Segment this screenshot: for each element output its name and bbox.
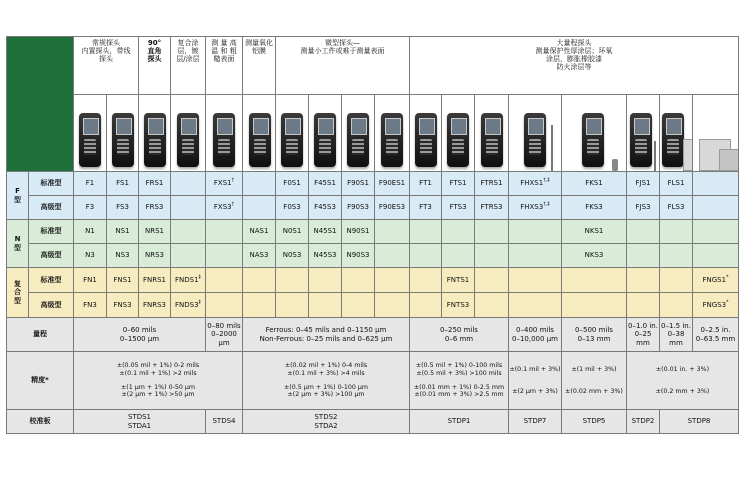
gauge-device-icon — [314, 113, 336, 167]
cell-n-standard: NS1 — [107, 220, 139, 244]
col-header-large: 大量程探头 测量保护性厚涂层；环氧 涂层，膨胀橡胶漆 防火涂层等 — [410, 37, 739, 95]
gauge-device-icon — [415, 113, 437, 167]
cell-std-micro: STDS2 STDA2 — [243, 410, 410, 434]
cell-range-micro: Ferrous: 0–45 mils and 0–1150 μm Non-Ferrous: 0–25 mils and 0–625 μm — [243, 318, 410, 352]
gauge-device-icon — [481, 113, 503, 167]
cell-n-standard: NAS1 — [243, 220, 276, 244]
gauge-device-icon — [281, 113, 303, 167]
cell-f-advanced — [171, 196, 206, 220]
cell-composite-advanced — [627, 293, 660, 318]
cell-f-advanced: F3 — [74, 196, 107, 220]
row-head-f-type: F 型 — [7, 172, 29, 220]
gauge-image-f1 — [74, 95, 107, 172]
gauge-image-fhxs1 — [509, 95, 562, 172]
accuracy-metric: ±(0.02 mm + 3%) — [565, 387, 623, 395]
row-subhead-composite-advanced: 高级型 — [29, 293, 74, 318]
cell-f-advanced: FTRS3 — [475, 196, 509, 220]
cell-n-standard — [627, 220, 660, 244]
cell-range-standard: 0–60 mils 0–1500 μm — [74, 318, 206, 352]
gauge-device-icon — [177, 113, 199, 167]
gauge-device-icon — [144, 113, 166, 167]
cell-n-standard — [475, 220, 509, 244]
gauge-image-fxs1 — [206, 95, 243, 172]
cell-composite-standard — [243, 268, 276, 293]
cell-f-advanced: FRS3 — [139, 196, 171, 220]
accuracy-metric: ±(2 μm + 3%) — [512, 387, 558, 395]
cell-composite-advanced: FNS3 — [107, 293, 139, 318]
cell-composite-advanced: FNGS3* — [693, 293, 739, 318]
cell-n-advanced: NKS3 — [562, 244, 627, 268]
cell-composite-standard — [309, 268, 342, 293]
cell-n-advanced: N0S3 — [276, 244, 309, 268]
gauge-image-fngs1 — [693, 95, 739, 172]
cell-composite-standard — [206, 268, 243, 293]
accuracy-imperial: ±(0.01 in. + 3%) — [655, 365, 710, 373]
cell-n-standard — [442, 220, 475, 244]
gauge-image-nas1 — [243, 95, 276, 172]
cell-f-advanced: FTS3 — [442, 196, 475, 220]
cell-composite-advanced: FN3 — [74, 293, 107, 318]
cell-f-advanced: FLS3 — [660, 196, 693, 220]
accuracy-metric: ±(1 μm + 1%) 0-50 μm ±(2 μm + 1%) >50 μm — [120, 383, 196, 399]
cell-n-standard — [509, 220, 562, 244]
cell-accuracy-large-4 — [627, 352, 739, 410]
gauge-image-ft1 — [410, 95, 442, 172]
cell-f-advanced: FHXS3†,‡ — [509, 196, 562, 220]
col-header-standard: 常规探头 内置探头，带线 探头 — [74, 37, 139, 95]
cell-std-large-2: STDP7 — [509, 410, 562, 434]
cell-n-standard — [375, 220, 410, 244]
cell-composite-advanced — [475, 293, 509, 318]
gauge-device-icon — [524, 113, 546, 167]
row-subhead-f-standard: 标准型 — [29, 172, 74, 196]
cell-n-advanced: N3 — [74, 244, 107, 268]
cell-f-standard: FHXS1†,‡ — [509, 172, 562, 196]
cell-f-advanced: FS3 — [107, 196, 139, 220]
gauge-image-f90s1 — [342, 95, 375, 172]
accuracy-imperial: ±(0.1 mil + 3%) — [509, 365, 561, 373]
row-subhead-f-advanced: 高级型 — [29, 196, 74, 220]
cell-n-advanced: NS3 — [107, 244, 139, 268]
cell-composite-standard — [342, 268, 375, 293]
cell-std-large-3: STDP5 — [562, 410, 627, 434]
cell-n-advanced — [509, 244, 562, 268]
cell-f-advanced — [693, 196, 739, 220]
cell-std-large-4: STDP2 — [627, 410, 660, 434]
cell-n-standard — [206, 220, 243, 244]
cell-n-advanced: NRS3 — [139, 244, 171, 268]
cell-composite-advanced — [276, 293, 309, 318]
cell-std-large-1: STDP1 — [410, 410, 509, 434]
cell-f-standard: F45S1 — [309, 172, 342, 196]
row-subhead-n-standard: 标准型 — [29, 220, 74, 244]
accuracy-imperial: ±(0.5 mil + 1%) 0-100 mils ±(0.5 mil + 3%) >100 mils — [415, 362, 503, 377]
cell-f-advanced: FXS3† — [206, 196, 243, 220]
cell-f-advanced: F90S3 — [342, 196, 375, 220]
cell-n-advanced — [410, 244, 442, 268]
probe-cable-icon — [551, 125, 553, 171]
row-head-cal-std: 校准板 — [7, 410, 74, 434]
cell-f-advanced: F0S3 — [276, 196, 309, 220]
cell-n-advanced — [206, 244, 243, 268]
probe-unit-icon — [683, 139, 693, 171]
cell-f-standard: FKS1 — [562, 172, 627, 196]
cell-f-standard — [171, 172, 206, 196]
row-head-composite-type: 复 合 型 — [7, 268, 29, 318]
cell-f-advanced — [243, 196, 276, 220]
cell-n-advanced — [693, 244, 739, 268]
accuracy-metric: ±(0.01 mm + 1%) 0-2.5 mm ±(0.01 mm + 3%) >2.5 mm — [413, 383, 505, 399]
gauge-image-fjs1 — [627, 95, 660, 172]
cell-f-standard: FTRS1 — [475, 172, 509, 196]
col-header-micro: 微型探头— 测量小工件或难于测量表面 — [276, 37, 410, 95]
cell-range-large-2: 0–400 mils 0–10,000 μm — [509, 318, 562, 352]
cell-composite-standard — [627, 268, 660, 293]
cell-n-standard — [660, 220, 693, 244]
cell-composite-advanced — [243, 293, 276, 318]
cell-composite-advanced — [509, 293, 562, 318]
cell-range-large-5: 0–1.5 in. 0–38 mm — [660, 318, 693, 352]
cell-composite-advanced — [410, 293, 442, 318]
cell-n-standard: N0S1 — [276, 220, 309, 244]
cell-n-standard: NKS1 — [562, 220, 627, 244]
cell-n-advanced — [442, 244, 475, 268]
cell-range-large-1: 0–250 mils 0–6 mm — [410, 318, 509, 352]
cell-n-advanced — [171, 244, 206, 268]
probe-unit-icon — [719, 149, 739, 171]
cell-n-standard: N45S1 — [309, 220, 342, 244]
cell-composite-standard: FNRS1 — [139, 268, 171, 293]
cell-f-standard — [243, 172, 276, 196]
cell-composite-standard — [375, 268, 410, 293]
cell-f-standard: FLS1 — [660, 172, 693, 196]
cell-composite-advanced — [206, 293, 243, 318]
cell-n-standard — [410, 220, 442, 244]
gauge-device-icon — [662, 113, 684, 167]
probe-cable-icon — [654, 141, 656, 171]
cell-composite-standard: FNTS1 — [442, 268, 475, 293]
cell-composite-standard — [660, 268, 693, 293]
col-header-hightemp: 测 量 高 温 和 粗 糙表面 — [206, 37, 243, 95]
cell-f-advanced: FJS3 — [627, 196, 660, 220]
cell-f-advanced: F90ES3 — [375, 196, 410, 220]
cell-n-standard: N90S1 — [342, 220, 375, 244]
gauge-image-f45s1 — [309, 95, 342, 172]
cell-f-standard: F90S1 — [342, 172, 375, 196]
gauge-image-fs1 — [107, 95, 139, 172]
gauge-image-f90es1 — [375, 95, 410, 172]
accuracy-metric: ±(0.2 mm + 3%) — [655, 387, 710, 395]
cell-f-advanced: F45S3 — [309, 196, 342, 220]
cell-n-advanced — [627, 244, 660, 268]
cell-n-advanced: N45S3 — [309, 244, 342, 268]
probe-comparison-table — [6, 36, 739, 434]
cell-f-standard: FXS1† — [206, 172, 243, 196]
cell-composite-standard — [410, 268, 442, 293]
cell-n-advanced: NAS3 — [243, 244, 276, 268]
cell-f-standard: FS1 — [107, 172, 139, 196]
gauge-device-icon — [213, 113, 235, 167]
row-subhead-composite-standard: 标准型 — [29, 268, 74, 293]
cell-f-standard: FTS1 — [442, 172, 475, 196]
row-head-accuracy: 精度* — [7, 352, 74, 410]
cell-composite-advanced — [660, 293, 693, 318]
accuracy-imperial: ±(1 mil + 3%) — [571, 365, 617, 373]
gauge-device-icon — [630, 113, 652, 167]
cell-accuracy-standard — [74, 352, 243, 410]
cell-n-standard: NRS1 — [139, 220, 171, 244]
cell-accuracy-large-3 — [562, 352, 627, 410]
cell-composite-standard: FN1 — [74, 268, 107, 293]
cell-composite-standard: FNDS1‡ — [171, 268, 206, 293]
gauge-image-fnds1 — [171, 95, 206, 172]
cell-n-advanced — [475, 244, 509, 268]
cell-f-standard: FT1 — [410, 172, 442, 196]
gauge-device-icon — [79, 113, 101, 167]
cell-n-advanced — [660, 244, 693, 268]
cell-composite-advanced — [375, 293, 410, 318]
cell-composite-standard — [562, 268, 627, 293]
gauge-image-frs1 — [139, 95, 171, 172]
cell-composite-advanced: FNDS3‡ — [171, 293, 206, 318]
cell-range-large-4: 0–1.0 in. 0–25 mm — [627, 318, 660, 352]
header-corner-block — [7, 37, 74, 172]
row-head-n-type: N 型 — [7, 220, 29, 268]
col-header-composite: 复合涂 层，镀 层/涂层 — [171, 37, 206, 95]
accuracy-imperial: ±(0.02 mil + 1%) 0-4 mils ±(0.1 mil + 3%) >4 mils — [284, 362, 368, 377]
cell-f-advanced: FT3 — [410, 196, 442, 220]
cell-accuracy-micro — [243, 352, 410, 410]
cell-f-standard: F0S1 — [276, 172, 309, 196]
cell-n-standard — [171, 220, 206, 244]
gauge-image-fks1 — [562, 95, 627, 172]
cell-composite-standard: FNS1 — [107, 268, 139, 293]
gauge-device-icon — [381, 113, 403, 167]
cell-composite-standard — [276, 268, 309, 293]
cell-range-large-6: 0–2.5 in. 0–63.5 mm — [693, 318, 739, 352]
cell-std-large-5: STDP8 — [660, 410, 739, 434]
cell-composite-standard — [475, 268, 509, 293]
cell-composite-advanced — [309, 293, 342, 318]
cell-n-advanced: N90S3 — [342, 244, 375, 268]
cell-composite-advanced: FNRS3 — [139, 293, 171, 318]
cell-composite-advanced — [562, 293, 627, 318]
gauge-device-icon — [582, 113, 604, 167]
cell-f-standard: FRS1 — [139, 172, 171, 196]
col-header-angle90: 90° 直角 探头 — [139, 37, 171, 95]
cell-f-standard — [693, 172, 739, 196]
cell-std-standard: STDS1 STDA1 — [74, 410, 206, 434]
row-subhead-n-advanced: 高级型 — [29, 244, 74, 268]
gauge-image-ftrs1 — [475, 95, 509, 172]
gauge-device-icon — [249, 113, 271, 167]
cell-composite-standard: FNGS1* — [693, 268, 739, 293]
cell-f-standard: FJS1 — [627, 172, 660, 196]
cell-n-standard — [693, 220, 739, 244]
gauge-device-icon — [347, 113, 369, 167]
cell-range-hightemp: 0–80 mils 0–2000 μm — [206, 318, 243, 352]
col-header-anodize: 测量氧化 铝膜 — [243, 37, 276, 95]
cell-n-advanced — [375, 244, 410, 268]
cell-std-hightemp: STDS4 — [206, 410, 243, 434]
cell-n-standard: N1 — [74, 220, 107, 244]
cell-f-standard: F90ES1 — [375, 172, 410, 196]
cell-composite-standard — [509, 268, 562, 293]
gauge-image-fts1 — [442, 95, 475, 172]
cell-accuracy-large-2 — [509, 352, 562, 410]
row-head-range: 量程 — [7, 318, 74, 352]
cell-composite-advanced — [342, 293, 375, 318]
gauge-device-icon — [112, 113, 134, 167]
gauge-device-icon — [447, 113, 469, 167]
gauge-image-f0s1 — [276, 95, 309, 172]
probe-tip-icon — [612, 159, 618, 171]
cell-accuracy-large-1 — [410, 352, 509, 410]
cell-composite-advanced: FNTS3 — [442, 293, 475, 318]
accuracy-metric: ±(0.5 μm + 1%) 0-100 μm ±(2 μm + 3%) >100 μm — [283, 383, 369, 399]
cell-f-standard: F1 — [74, 172, 107, 196]
cell-range-large-3: 0–500 mils 0–13 mm — [562, 318, 627, 352]
accuracy-imperial: ±(0.05 mil + 1%) 0-2 mils ±(0.1 mil + 1%) >2 mils — [116, 362, 200, 377]
cell-f-advanced: FKS3 — [562, 196, 627, 220]
gauge-image-fls1 — [660, 95, 693, 172]
